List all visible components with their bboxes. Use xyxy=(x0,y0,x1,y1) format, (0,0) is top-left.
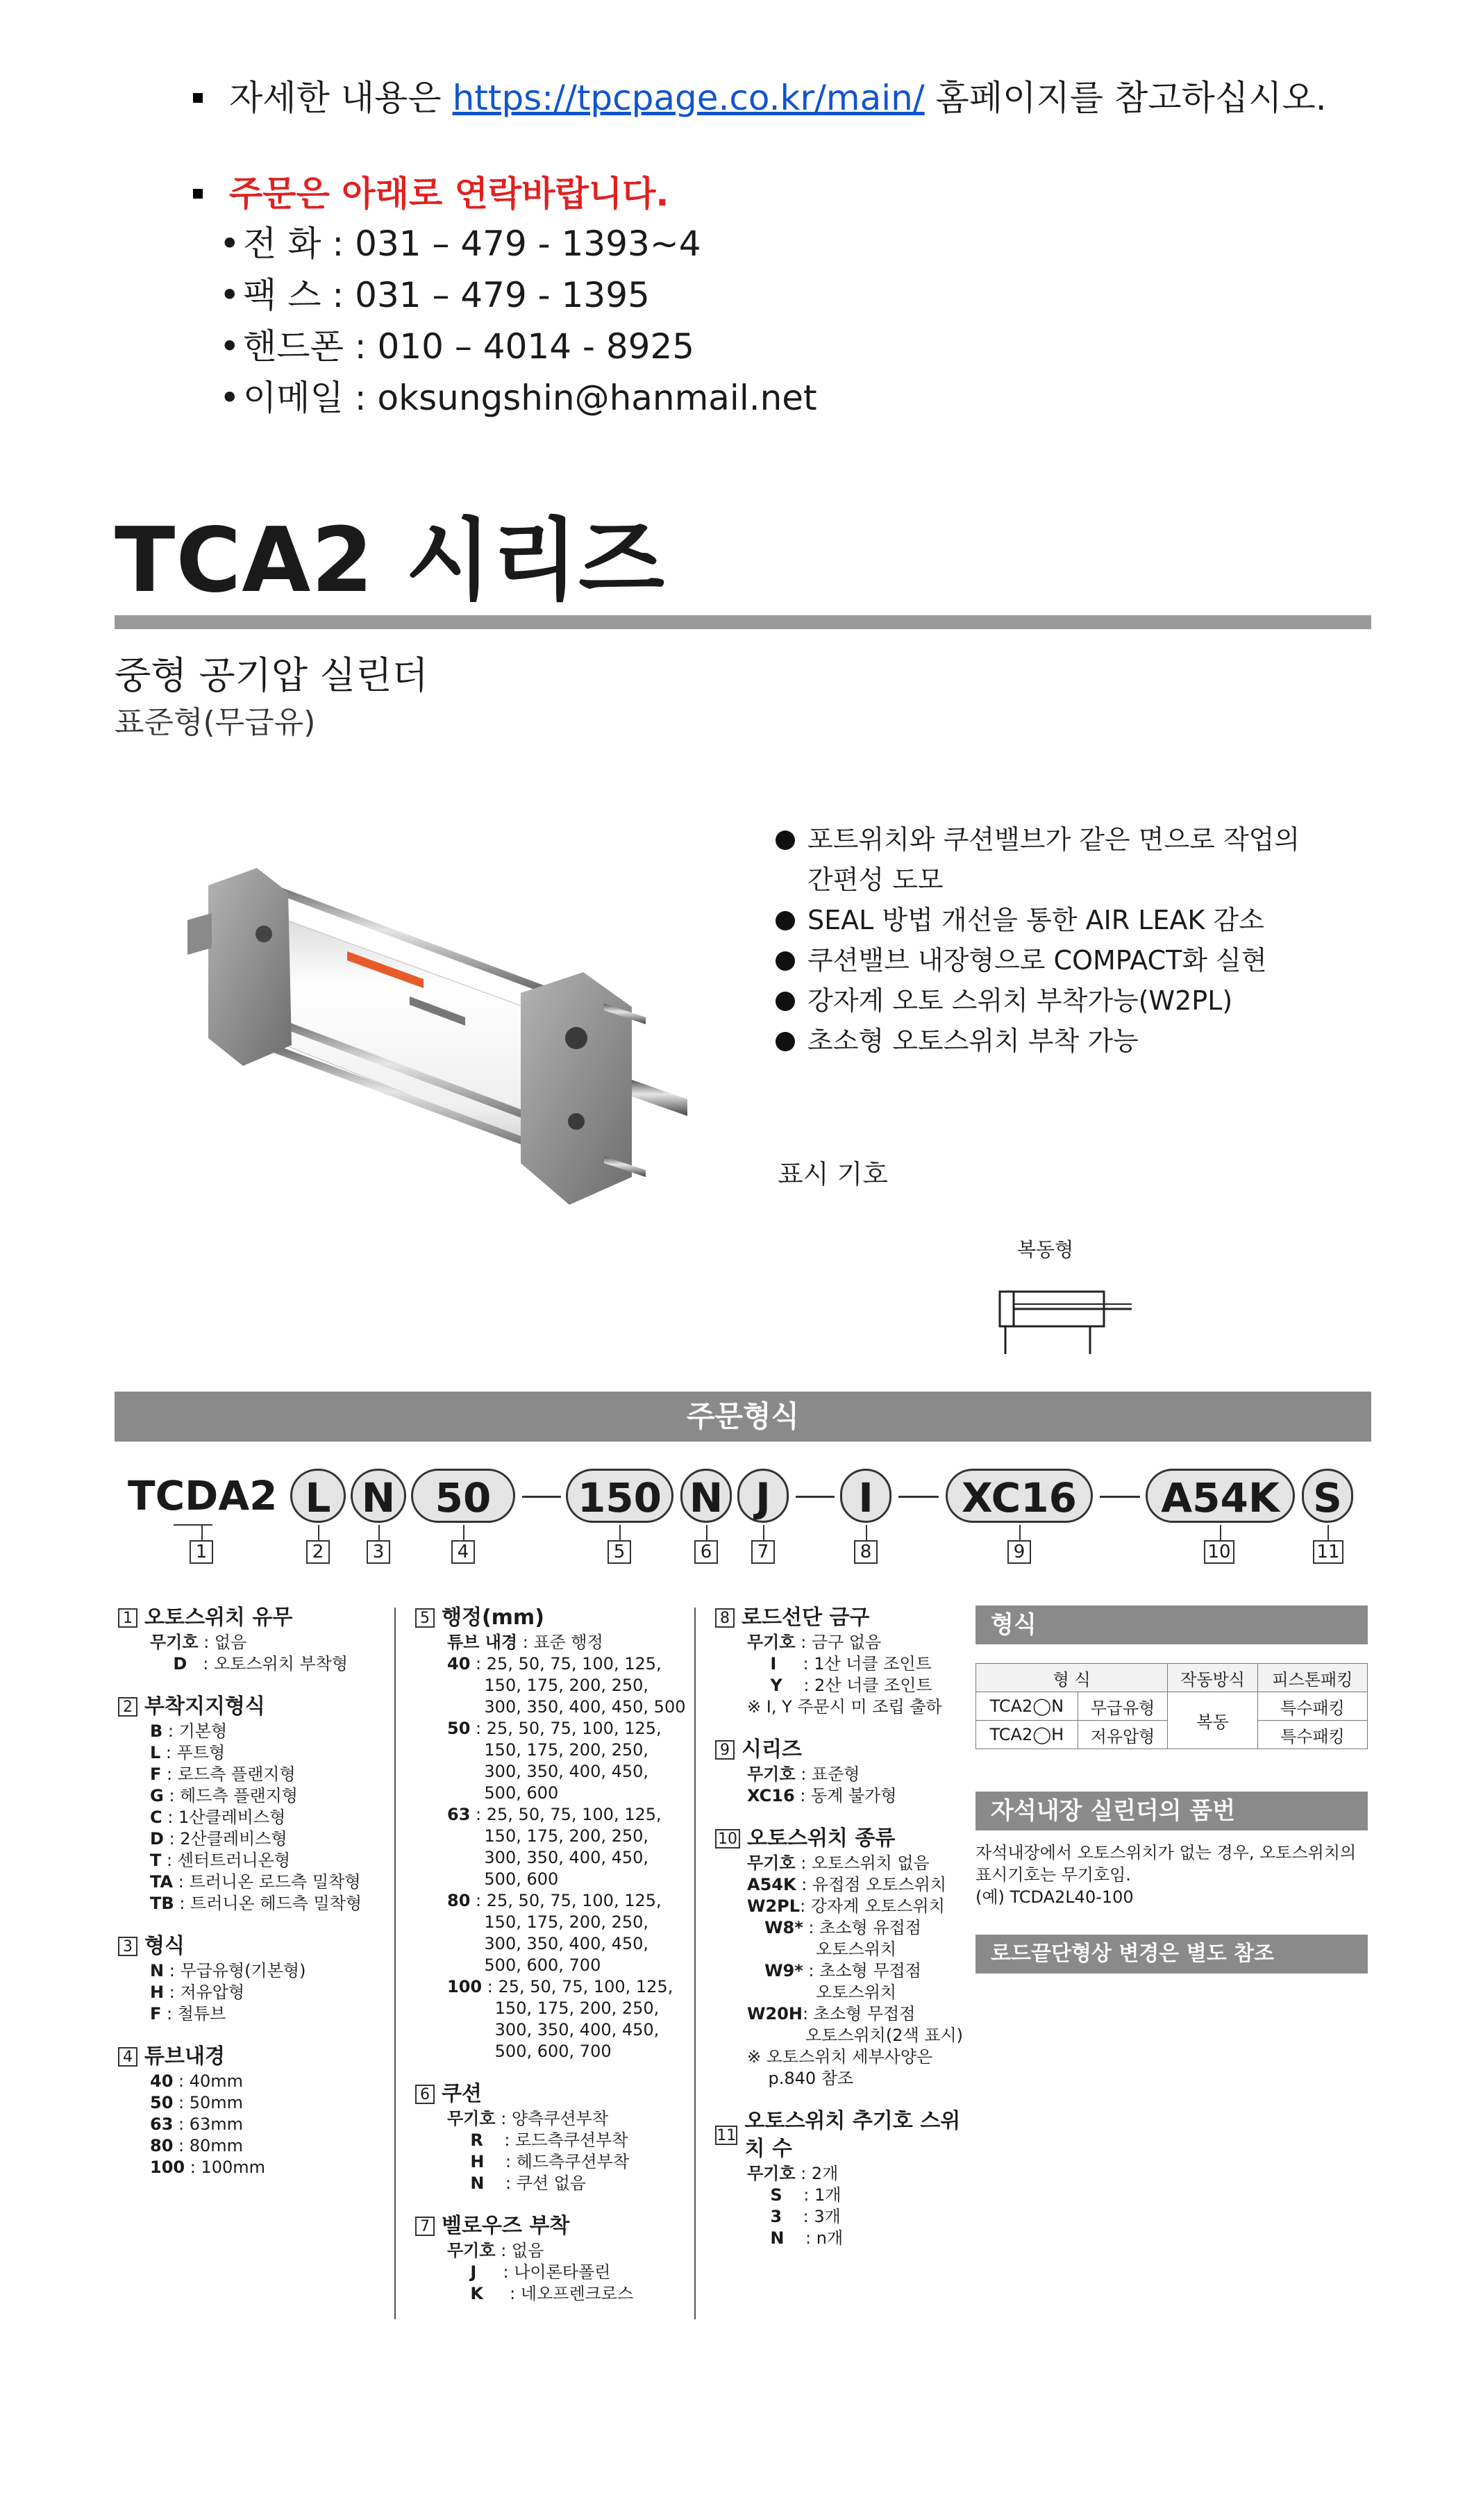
spec-column-2: 5 행정(mm) 튜브 내경 : 표준 행정 40 : 25, 50, 75, 100, 125, 150, 175, 200, 250, 300, 350, 400, 450, 500 50 : 25, 50, 75, 100, 125, 150, 175, 200, 250, 300, 350, 400, 450, 500, 600 63 : 25, 50, 75, 100, 125, 150, 175, 200, 250, 300, 350, 400, 450, 500, 600 80 : 25, 50, 75, 100, 125, 150, 175, 200, 250, 300, 350, 400, 450, 500, 600, 700 100 : 25, 50, 75, 100, 125, 150, 175, 200, 250, 300, 350, 400, 450, 500, 600, 700 6 쿠션 무기호 : 양측쿠션부착 R : 로드측쿠션부착 H : 헤드측쿠션부착 N : 쿠션 없음 7 벨로우즈 부착 무기호 : 없음 J : 나이론타폴린 K : 네오프렌크로스 xyxy=(415,1604,693,2305)
contact-fax: • 팩 스 : 031 – 479 - 1395 xyxy=(243,269,650,321)
magnet-header: 자석내장 실린더의 품번 xyxy=(975,1792,1368,1830)
operation-col: 작동방식 xyxy=(1168,1664,1258,1692)
code-number: 5 xyxy=(608,1540,631,1564)
spec-heading: 6 쿠션 xyxy=(415,2080,693,2108)
contact-mobile: • 핸드폰 : 010 – 4014 - 8925 xyxy=(243,321,694,372)
cylinder-product-image xyxy=(160,830,715,1219)
spec-column-1: 1 오토스위치 유무 무기호 : 없음 D : 오토스위치 부착형 2 부착지지형식 B : 기본형 L : 푸트형 F : 로드측 플랜지형 G : 헤드측 플랜지형 C : 1산클레비스형 D : 2산클레비스형 T : 센터트러니온형 TA : 트러니온 로드측 밀착형 TB : 트러니온 헤드측 밀착형 3 형식 N : 무급유형(기본형) H : 저유압형 F : 철튜브 4 튜브내경 40 : 40mm 50 : 50mm 63 : 63mm 80 : 80mm 100 : 100mm xyxy=(118,1604,382,2178)
feature-item: 강자계 오토 스위치 부착가능(W2PL) xyxy=(774,981,1300,1021)
prefix-bracket xyxy=(174,1524,212,1526)
number-connector xyxy=(1328,1525,1329,1540)
order-code-dash xyxy=(796,1496,835,1498)
order-format-header: 주문형식 xyxy=(115,1392,1371,1442)
rod-end-notice: 로드끝단형상 변경은 별도 참조 xyxy=(975,1935,1368,1974)
order-code-dash xyxy=(898,1496,939,1498)
spec-heading: 5 행정(mm) xyxy=(415,1604,693,1632)
symbol-name: 복동형 xyxy=(1017,1238,1074,1261)
order-code-dash xyxy=(1100,1496,1140,1498)
code-number: 10 xyxy=(1204,1540,1234,1564)
code-number: 7 xyxy=(751,1540,775,1564)
code-number: 1 xyxy=(190,1540,213,1564)
number-connector xyxy=(378,1525,380,1540)
code-number: 8 xyxy=(854,1540,878,1564)
number-connector xyxy=(763,1525,764,1540)
number-connector xyxy=(619,1525,621,1540)
number-connector xyxy=(866,1525,867,1540)
feature-list xyxy=(774,819,1300,1061)
code-number: 4 xyxy=(451,1540,475,1564)
spec-heading: 7 벨로우즈 부착 xyxy=(415,2212,693,2240)
magnet-note: 자석내장에서 오토스위치가 없는 경우, 오토스위치의 표시기호는 무기호임. (예) TCDA2L40-100 xyxy=(975,1843,1357,1907)
number-connector xyxy=(706,1525,707,1540)
code-number: 2 xyxy=(306,1540,330,1564)
table-row: TCA2◯N 무급유형 복동 특수패킹 xyxy=(976,1692,1368,1721)
intro-suffix: 홈페이지를 참고하십시오. xyxy=(924,78,1327,118)
order-code-rod-end: I xyxy=(840,1469,891,1523)
square-bullet-icon xyxy=(193,189,203,199)
intro-prefix: 자세한 내용은 xyxy=(229,78,453,118)
order-code-bore: 50 xyxy=(411,1469,515,1523)
contact-email: • 이메일 : oksungshin@hanmail.net xyxy=(243,372,817,424)
feature-item: 초소형 오토스위치 부착 가능 xyxy=(774,1021,1300,1061)
spec-heading: 11 오토스위치 추기호 스위치 수 xyxy=(715,2108,979,2163)
type-header: 형식 xyxy=(975,1605,1368,1644)
title-divider xyxy=(115,615,1371,629)
order-notice: 주문은 아래로 연락바랍니다. xyxy=(229,174,669,214)
subtitle-secondary: 표준형(무급유) xyxy=(115,705,316,740)
order-code-type: N xyxy=(351,1469,406,1523)
order-code-switch: A54K xyxy=(1146,1469,1295,1523)
homepage-link[interactable]: https://tpcpage.co.kr/main/ xyxy=(452,78,925,118)
page-title: TCA2 시리즈 xyxy=(115,509,665,612)
table-row: TCA2◯H 저유압형 특수패킹 xyxy=(976,1721,1368,1749)
type-col: 형 식 xyxy=(976,1664,1168,1692)
feature-item: 포트위치와 쿠션밸브가 같은 면으로 작업의 xyxy=(774,819,1300,860)
packing-col: 피스톤패킹 xyxy=(1257,1664,1367,1692)
code-number: 9 xyxy=(1007,1540,1031,1564)
spec-heading: 10 오토스위치 종류 xyxy=(715,1825,979,1853)
code-number: 3 xyxy=(367,1540,390,1564)
order-code-mount: L xyxy=(290,1469,346,1523)
number-connector xyxy=(318,1525,319,1540)
contact-phone: • 전 화 : 031 – 479 - 1393~4 xyxy=(243,218,701,269)
order-code-series: XC16 xyxy=(946,1469,1093,1523)
number-connector xyxy=(1220,1525,1221,1540)
type-table-header xyxy=(976,1664,1368,1692)
number-connector xyxy=(1019,1525,1021,1540)
intro-line xyxy=(229,72,1327,124)
feature-item: SEAL 방법 개선을 통한 AIR LEAK 감소 xyxy=(774,900,1300,940)
column-divider xyxy=(694,1608,696,2319)
subtitle: 중형 공기압 실린더 xyxy=(115,653,428,697)
order-code-stroke: 150 xyxy=(566,1469,673,1523)
spec-heading: 2 부착지지형식 xyxy=(118,1693,382,1721)
order-code-dash xyxy=(522,1496,561,1498)
spec-heading: 3 형식 xyxy=(118,1933,382,1960)
spec-column-3: 8 로드선단 금구 무기호 : 금구 없음 I : 1산 너클 조인트 Y : 2산 너클 조인트 ※ I, Y 주문시 미 조립 출하 9 시리즈 무기호 : 표준형 XC16 : 동계 불가형 10 오토스위치 종류 무기호 : 오토스위치 없음 A54K : 유접점 오토스위치 W2PL: 강자계 오토스위치 W8* : 초소형 유접점 오토스위치 W9* : 초소형 무접점 오토스위치 W20H: 초소형 무접점 오토스위치(2색 표시) ※ 오토스위치 세부사양은 p.840 참조 11 오토스위치 추기호 스위치 수 무기호 : 2개 S : 1개 3 : 3개 N : n개 xyxy=(715,1604,979,2249)
double-acting-cylinder-symbol-icon xyxy=(986,1271,1139,1361)
code-number: 11 xyxy=(1313,1540,1343,1564)
order-code-switch-count: S xyxy=(1302,1469,1353,1523)
number-connector xyxy=(463,1525,464,1540)
number-connector xyxy=(201,1525,203,1540)
spec-heading: 8 로드선단 금구 xyxy=(715,1604,979,1632)
order-code-prefix: TCDA2 xyxy=(128,1472,278,1519)
order-code-bellows: J xyxy=(737,1469,789,1523)
feature-item-continued: 간편성 도모 xyxy=(807,865,944,895)
feature-item: 쿠션밸브 내장형으로 COMPACT화 실현 xyxy=(774,940,1300,981)
code-number: 6 xyxy=(694,1540,718,1564)
spec-heading: 9 시리즈 xyxy=(715,1736,979,1764)
symbol-label: 표시 기호 xyxy=(778,1159,888,1190)
spec-heading: 4 튜브내경 xyxy=(118,2043,382,2071)
column-divider xyxy=(394,1608,396,2319)
order-code-cushion: N xyxy=(680,1469,732,1523)
square-bullet-icon xyxy=(193,93,203,103)
spec-heading: 1 오토스위치 유무 xyxy=(118,1604,382,1632)
type-table xyxy=(975,1663,1368,1749)
